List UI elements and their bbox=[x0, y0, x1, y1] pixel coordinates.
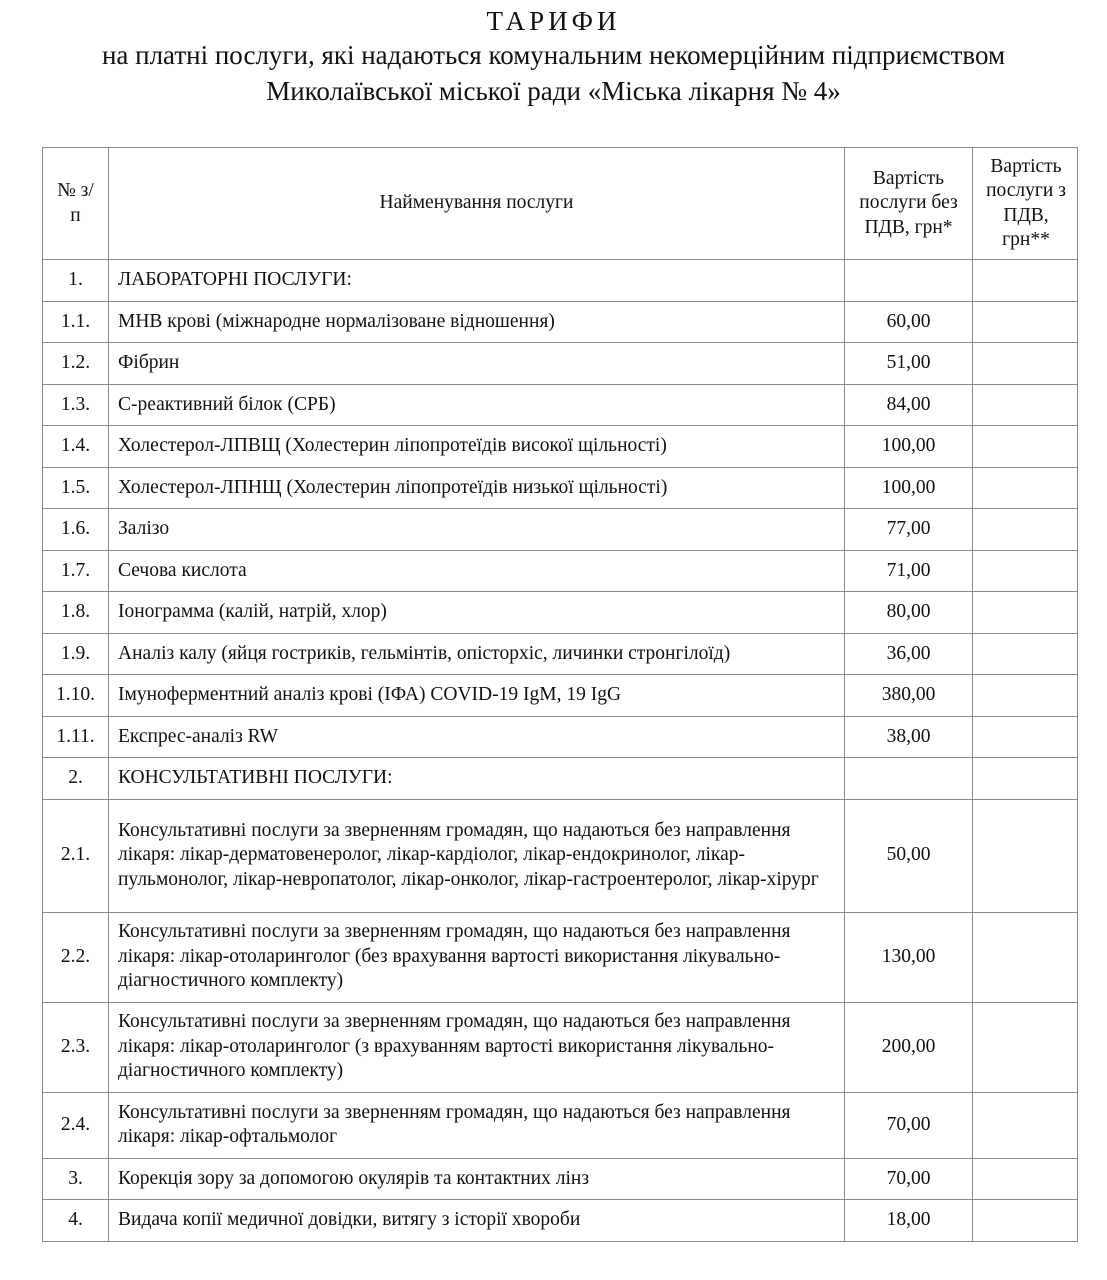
service-name: Імуноферментний аналіз крові (ІФА) COVID-19 IgM, 19 IgG bbox=[109, 675, 845, 717]
table-row bbox=[43, 799, 1078, 912]
row-number: 1. bbox=[43, 260, 109, 302]
table-row bbox=[43, 426, 1078, 468]
row-number: 3. bbox=[43, 1158, 109, 1200]
row-number: 1.3. bbox=[43, 384, 109, 426]
price-without-vat: 77,00 bbox=[845, 509, 973, 551]
price-without-vat: 70,00 bbox=[845, 1158, 973, 1200]
service-name: Фібрин bbox=[109, 343, 845, 385]
table-row bbox=[43, 716, 1078, 758]
service-name: КОНСУЛЬТАТИВНІ ПОСЛУГИ: bbox=[109, 758, 845, 800]
row-number: 1.2. bbox=[43, 343, 109, 385]
price-without-vat: 70,00 bbox=[845, 1092, 973, 1158]
table-row bbox=[43, 1158, 1078, 1200]
header-num: № з/п bbox=[43, 148, 109, 260]
service-name: Консультативні послуги за зверненням громадян, що надаються без направлення лікаря: лікар-дерматовенеролог, лікар-кардіолог, лікар-ендокринолог, лікар-пульмонолог, лікар-невропатолог, лікар-онколог, лікар-гастроентеролог, лікар-хірург bbox=[109, 799, 845, 912]
table-row bbox=[43, 1200, 1078, 1242]
row-number: 1.10. bbox=[43, 675, 109, 717]
row-number: 1.4. bbox=[43, 426, 109, 468]
row-number: 1.11. bbox=[43, 716, 109, 758]
row-number: 1.6. bbox=[43, 509, 109, 551]
price-without-vat: 84,00 bbox=[845, 384, 973, 426]
price-with-vat bbox=[973, 343, 1078, 385]
row-number: 4. bbox=[43, 1200, 109, 1242]
document-title: ТАРИФИ bbox=[486, 6, 621, 36]
row-number: 2.1. bbox=[43, 799, 109, 912]
price-without-vat: 380,00 bbox=[845, 675, 973, 717]
price-with-vat bbox=[973, 426, 1078, 468]
price-without-vat: 130,00 bbox=[845, 912, 973, 1002]
price-with-vat bbox=[973, 301, 1078, 343]
table-row bbox=[43, 260, 1078, 302]
price-with-vat bbox=[973, 716, 1078, 758]
table-row bbox=[43, 592, 1078, 634]
header-price-with-vat: Вартість послуги з ПДВ, грн** bbox=[973, 148, 1078, 260]
table-row bbox=[43, 384, 1078, 426]
service-name: С-реактивний білок (СРБ) bbox=[109, 384, 845, 426]
price-with-vat bbox=[973, 467, 1078, 509]
price-without-vat: 36,00 bbox=[845, 633, 973, 675]
price-without-vat: 60,00 bbox=[845, 301, 973, 343]
price-with-vat bbox=[973, 758, 1078, 800]
service-name: Експрес-аналіз RW bbox=[109, 716, 845, 758]
price-without-vat: 38,00 bbox=[845, 716, 973, 758]
table-row bbox=[43, 675, 1078, 717]
table-row bbox=[43, 633, 1078, 675]
service-name: Консультативні послуги за зверненням громадян, що надаються без направлення лікаря: лікар-отоларинголог (з врахуванням вартості використання лікувально-діагностичного комплекту) bbox=[109, 1002, 845, 1092]
price-with-vat bbox=[973, 1092, 1078, 1158]
service-name: Залізо bbox=[109, 509, 845, 551]
price-with-vat bbox=[973, 260, 1078, 302]
price-with-vat bbox=[973, 1200, 1078, 1242]
row-number: 1.7. bbox=[43, 550, 109, 592]
service-name: ЛАБОРАТОРНІ ПОСЛУГИ: bbox=[109, 260, 845, 302]
service-name: Холестерол-ЛПНЩ (Холестерин ліпопротеїдів низької щільності) bbox=[109, 467, 845, 509]
price-with-vat bbox=[973, 799, 1078, 912]
price-without-vat: 80,00 bbox=[845, 592, 973, 634]
header-name: Найменування послуги bbox=[109, 148, 845, 260]
row-number: 1.8. bbox=[43, 592, 109, 634]
service-name: Консультативні послуги за зверненням громадян, що надаються без направлення лікаря: лікар-отоларинголог (без врахування вартості використання лікувально-діагностичного комплекту) bbox=[109, 912, 845, 1002]
price-without-vat: 200,00 bbox=[845, 1002, 973, 1092]
row-number: 1.5. bbox=[43, 467, 109, 509]
row-number: 2.4. bbox=[43, 1092, 109, 1158]
table-header-row bbox=[43, 148, 1078, 260]
price-with-vat bbox=[973, 675, 1078, 717]
price-without-vat bbox=[845, 260, 973, 302]
header-price-no-vat: Вартість послуги без ПДВ, грн* bbox=[845, 148, 973, 260]
service-name: МНВ крові (міжнародне нормалізоване відношення) bbox=[109, 301, 845, 343]
table-row bbox=[43, 467, 1078, 509]
table-row bbox=[43, 509, 1078, 551]
document-subtitle-line-1: на платні послуги, які надаються комунальним некомерційним підприємством bbox=[101, 40, 1006, 70]
service-name: Іонограмма (калій, натрій, хлор) bbox=[109, 592, 845, 634]
service-name: Консультативні послуги за зверненням громадян, що надаються без направлення лікаря: лікар-офтальмолог bbox=[109, 1092, 845, 1158]
price-with-vat bbox=[973, 1158, 1078, 1200]
table-row bbox=[43, 343, 1078, 385]
row-number: 1.9. bbox=[43, 633, 109, 675]
price-without-vat: 100,00 bbox=[845, 426, 973, 468]
row-number: 2. bbox=[43, 758, 109, 800]
table-row bbox=[43, 912, 1078, 1002]
price-with-vat bbox=[973, 1002, 1078, 1092]
price-without-vat bbox=[845, 758, 973, 800]
table-row bbox=[43, 301, 1078, 343]
document-subtitle-line-2: Миколаївської міської ради «Міська лікарня № 4» bbox=[266, 76, 841, 106]
price-with-vat bbox=[973, 592, 1078, 634]
price-without-vat: 71,00 bbox=[845, 550, 973, 592]
service-name: Холестерол-ЛПВЩ (Холестерин ліпопротеїдів високої щільності) bbox=[109, 426, 845, 468]
table-row bbox=[43, 758, 1078, 800]
table-row bbox=[43, 550, 1078, 592]
tariff-table bbox=[42, 147, 1078, 1242]
price-with-vat bbox=[973, 384, 1078, 426]
price-without-vat: 100,00 bbox=[845, 467, 973, 509]
row-number: 2.2. bbox=[43, 912, 109, 1002]
price-without-vat: 50,00 bbox=[845, 799, 973, 912]
price-without-vat: 51,00 bbox=[845, 343, 973, 385]
service-name: Корекція зору за допомогою окулярів та контактних лінз bbox=[109, 1158, 845, 1200]
price-without-vat: 18,00 bbox=[845, 1200, 973, 1242]
price-with-vat bbox=[973, 633, 1078, 675]
service-name: Сечова кислота bbox=[109, 550, 845, 592]
row-number: 1.1. bbox=[43, 301, 109, 343]
price-with-vat bbox=[973, 912, 1078, 1002]
price-with-vat bbox=[973, 550, 1078, 592]
service-name: Видача копії медичної довідки, витягу з історії хвороби bbox=[109, 1200, 845, 1242]
service-name: Аналіз калу (яйця гостриків, гельмінтів, опісторхіс, личинки стронгілоїд) bbox=[109, 633, 845, 675]
row-number: 2.3. bbox=[43, 1002, 109, 1092]
table-row bbox=[43, 1002, 1078, 1092]
table-row bbox=[43, 1092, 1078, 1158]
price-with-vat bbox=[973, 509, 1078, 551]
